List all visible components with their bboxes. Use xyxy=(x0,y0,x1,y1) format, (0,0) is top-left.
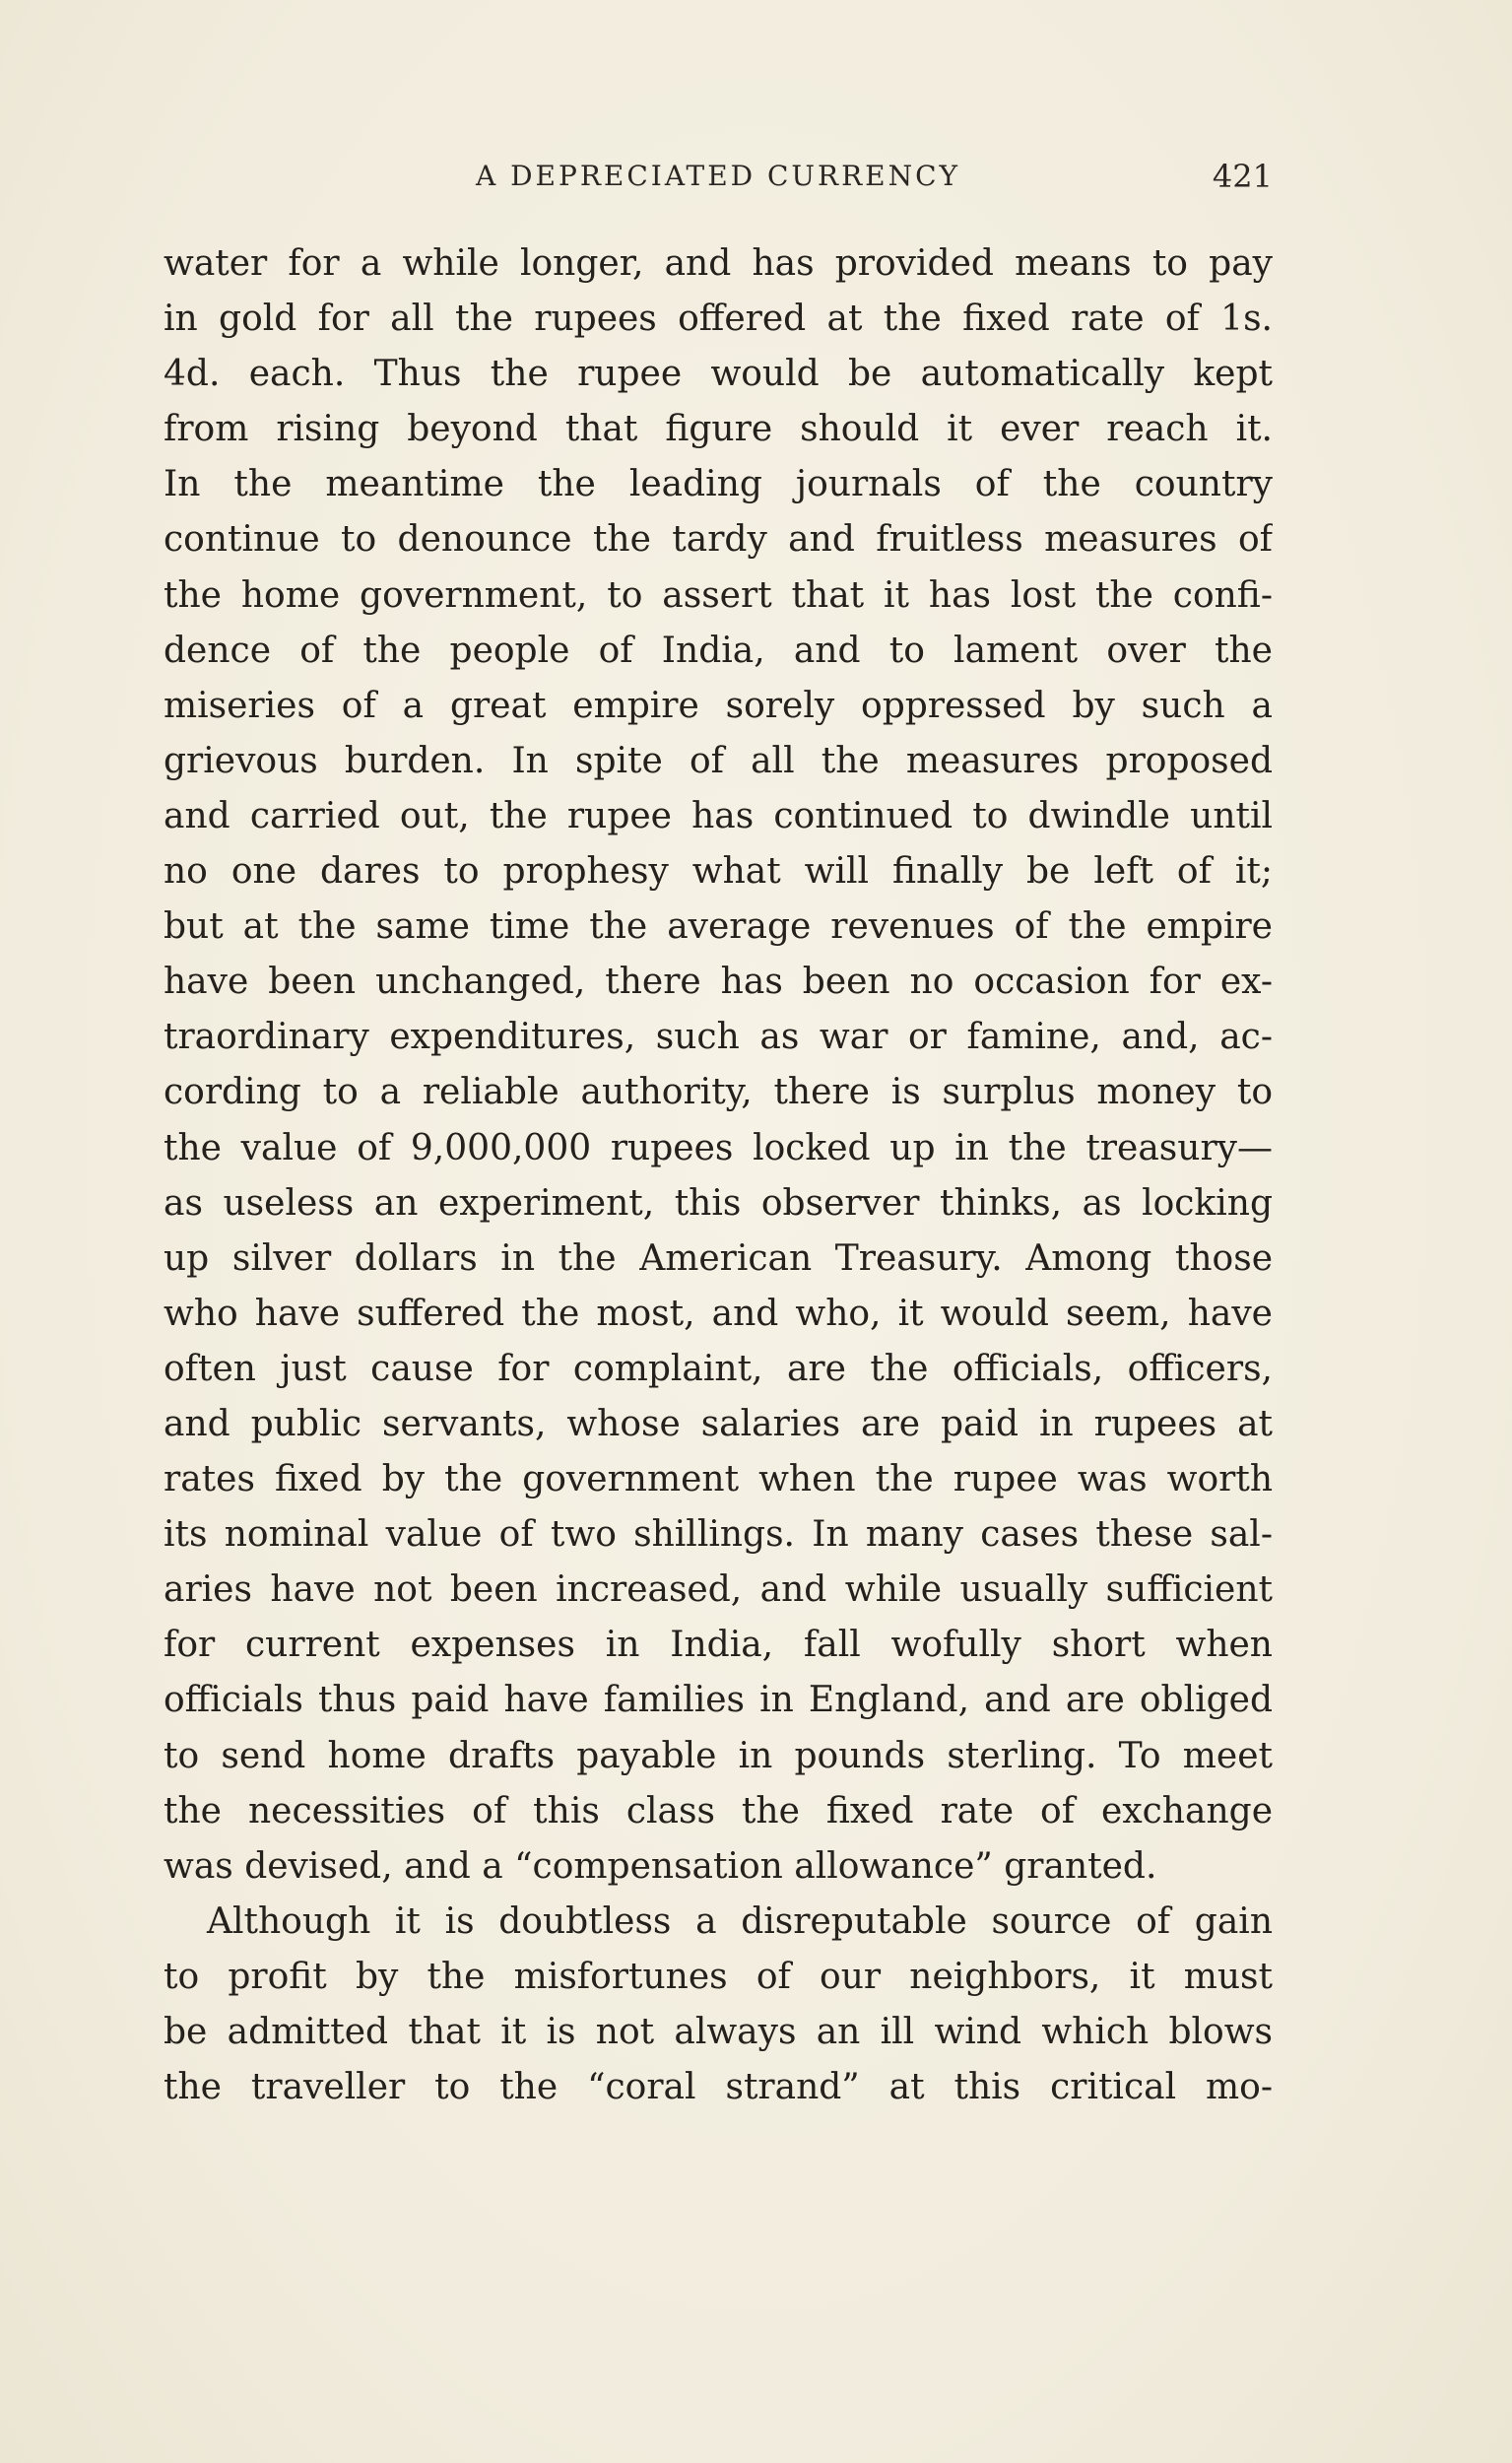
body-text xyxy=(164,236,1273,2115)
text-line: for current expenses in India, fall wofully short when xyxy=(164,1625,1273,1666)
text-line: cording to a reliable authority, there is surplus money to xyxy=(164,1072,1273,1113)
text-line: and public servants, whose salaries are paid in rupees at xyxy=(164,1403,1273,1444)
text-line: up silver dollars in the American Treasury. Among those xyxy=(164,1237,1273,1279)
paragraph-start-line: Although it is doubtless a disreputable source of gain xyxy=(207,1900,1273,1942)
text-line: water for a while longer, and has provided means to pay xyxy=(164,243,1273,284)
text-line: officials thus paid have families in England, and are obliged xyxy=(164,1680,1273,1721)
text-line: continue to denounce the tardy and fruitless measures of xyxy=(164,519,1273,561)
text-line: often just cause for complaint, are the officials, officers, xyxy=(164,1348,1273,1389)
text-line: the necessities of this class the fixed rate of exchange xyxy=(164,1790,1273,1831)
text-line: grievous burden. In spite of all the measures proposed xyxy=(164,740,1273,781)
page-number: 421 xyxy=(1212,158,1273,195)
text-line: rates fixed by the government when the rupee was worth xyxy=(164,1459,1273,1500)
text-line: traordinary expenditures, such as war or famine, and, ac- xyxy=(164,1017,1273,1058)
text-line: as useless an experiment, this observer thinks, as locking xyxy=(164,1182,1273,1224)
text-line: but at the same time the average revenues of the empire xyxy=(164,906,1273,948)
text-line: no one dares to prophesy what will finally be left of it; xyxy=(164,851,1273,893)
text-line: In the meantime the leading journals of the country xyxy=(164,464,1273,505)
text-line: the value of 9,000,000 rupees locked up in the treasury— xyxy=(164,1127,1273,1168)
text-line: and carried out, the rupee has continued to dwindle until xyxy=(164,795,1273,836)
text-line: have been unchanged, there has been no occasion for ex- xyxy=(164,962,1273,1003)
text-line: dence of the people of India, and to lament over the xyxy=(164,630,1273,671)
text-line: aries have not been increased, and while usually sufficient xyxy=(164,1569,1273,1611)
text-line: 4d. each. Thus the rupee would be automatically kept xyxy=(164,354,1273,395)
text-line: who have suffered the most, and who, it would seem, have xyxy=(164,1293,1273,1334)
paragraph-end-line: was devised, and a “compensation allowance” granted. xyxy=(164,1845,1157,1887)
text-line: in gold for all the rupees offered at the fixed rate of 1s. xyxy=(164,299,1273,340)
text-line: to profit by the misfortunes of our neighbors, it must xyxy=(164,1956,1273,1997)
running-head xyxy=(164,156,1273,205)
text-line: be admitted that it is not always an ill wind which blows xyxy=(164,2012,1273,2052)
text-line: its nominal value of two shillings. In many cases these sal- xyxy=(164,1514,1273,1556)
running-head-title: A DEPRECIATED CURRENCY xyxy=(475,160,961,192)
text-line: miseries of a great empire sorely oppressed by such a xyxy=(164,685,1273,726)
text-line: from rising beyond that figure should it ever reach it. xyxy=(164,409,1273,450)
text-line: the home government, to assert that it has lost the confi- xyxy=(164,574,1273,616)
text-line: to send home drafts payable in pounds sterling. To meet xyxy=(164,1735,1273,1776)
text-line: the traveller to the “coral strand” at this critical mo- xyxy=(164,2067,1273,2108)
